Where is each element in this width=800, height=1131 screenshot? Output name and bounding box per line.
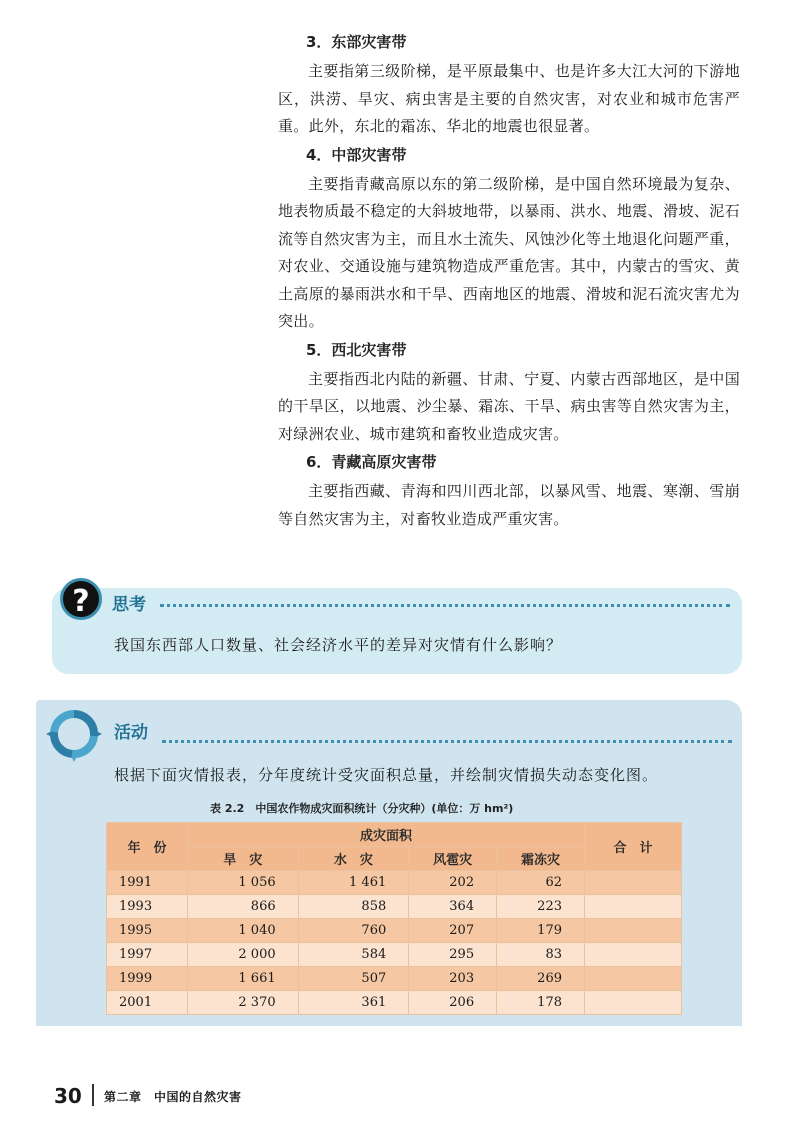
section-paragraph: 主要指青藏高原以东的第二级阶梯，是中国自然环境最为复杂、地表物质最不稳定的大斜坡地带，以暴雨、洪水、地震、滑坡、泥石流等自然灾害为主，而且水土流失、风蚀沙化等土地退化问题严重，对农业、交通设施与建筑物造成严重危害。其中，内蒙古的雪灾、黄土高原的暴雨洪水和干旱、西南地区的地震、滑坡和泥石流灾害尤为突出。 — [278, 174, 740, 330]
header-flood: 水 灾 — [298, 847, 409, 871]
section-heading: 4．中部灾害带 — [306, 145, 407, 164]
section-paragraph: 主要指第三级阶梯，是平原最集中、也是许多大江大河的下游地区，洪涝、旱灾、病虫害是主要的自然灾害，对农业和城市危害严重。此外，东北的霜冻、华北的地震也很显著。 — [278, 62, 740, 135]
section-paragraph: 主要指西北内陆的新疆、甘肃、宁夏、内蒙古西部地区，是中国的干旱区，以地震、沙尘暴、霜冻、干旱、病虫害等自然灾害为主，对绿洲农业、城市建筑和畜牧业造成灾害。 — [278, 369, 740, 443]
cell-year: 1997 — [107, 943, 188, 967]
cell-value: 760 — [298, 919, 409, 943]
section-6 — [278, 452, 740, 533]
cell-year: 1995 — [107, 919, 188, 943]
cell-total — [585, 895, 682, 919]
cell-value: 83 — [497, 943, 585, 967]
activity-title: 活动 — [114, 723, 148, 743]
cell-value: 179 — [497, 919, 585, 943]
cycle-arrows-icon — [46, 706, 102, 762]
disaster-table — [106, 822, 682, 1015]
think-title: 思考 — [112, 595, 146, 615]
table-row — [107, 919, 682, 943]
cell-value: 858 — [298, 895, 409, 919]
cell-value: 2 000 — [188, 943, 299, 967]
cell-value: 1 461 — [298, 871, 409, 895]
cell-value: 1 056 — [188, 871, 299, 895]
cell-total — [585, 871, 682, 895]
header-hail: 风雹灾 — [409, 847, 497, 871]
think-question: 我国东西部人口数量、社会经济水平的差异对灾情有什么影响？ — [114, 636, 563, 654]
cell-value: 866 — [188, 895, 299, 919]
header-total: 合 计 — [585, 823, 682, 871]
think-box — [52, 588, 742, 674]
cell-value: 223 — [497, 895, 585, 919]
table-row — [107, 871, 682, 895]
section-4 — [278, 145, 740, 336]
cell-value: 203 — [409, 967, 497, 991]
dotted-divider — [160, 604, 730, 607]
cell-value: 178 — [497, 991, 585, 1015]
section-heading: 6．青藏高原灾害带 — [306, 453, 437, 471]
footer-divider — [92, 1084, 94, 1106]
header-year: 年 份 — [107, 823, 188, 871]
header-frost: 霜冻灾 — [497, 847, 585, 871]
cell-value: 206 — [409, 991, 497, 1015]
cell-value: 364 — [409, 895, 497, 919]
cell-value: 2 370 — [188, 991, 299, 1015]
section-heading: 5．西北灾害带 — [306, 340, 407, 359]
table-row — [107, 991, 682, 1015]
table-caption: 表 2.2 中国农作物成灾面积统计（分灾种）(单位：万 hm²) — [210, 802, 514, 815]
activity-instruction: 根据下面灾情报表，分年度统计受灾面积总量，并绘制灾情损失动态变化图。 — [114, 766, 659, 784]
header-drought: 旱 灾 — [188, 847, 299, 871]
cell-value: 507 — [298, 967, 409, 991]
cell-value: 1 661 — [188, 967, 299, 991]
cell-value: 295 — [409, 943, 497, 967]
question-mark-icon: ? — [60, 578, 102, 620]
chapter-title: 第二章 中国的自然灾害 — [104, 1090, 242, 1104]
section-paragraph: 主要指西藏、青海和四川西北部，以暴风雪、地震、寒潮、雪崩等自然灾害为主，对畜牧业造成严重灾害。 — [278, 482, 740, 528]
section-heading: 3．东部灾害带 — [306, 33, 407, 51]
cell-year: 1999 — [107, 967, 188, 991]
section-3 — [278, 32, 740, 141]
page-number: 30 — [54, 1084, 82, 1108]
main-text — [278, 32, 740, 537]
cell-value: 584 — [298, 943, 409, 967]
cell-value: 269 — [497, 967, 585, 991]
cell-total — [585, 991, 682, 1015]
section-5 — [278, 340, 740, 449]
cell-value: 361 — [298, 991, 409, 1015]
cell-value: 1 040 — [188, 919, 299, 943]
cell-total — [585, 967, 682, 991]
cell-year: 1991 — [107, 871, 188, 895]
cell-year: 1993 — [107, 895, 188, 919]
dotted-divider — [162, 740, 732, 743]
cell-total — [585, 943, 682, 967]
table-row — [107, 895, 682, 919]
table-row — [107, 943, 682, 967]
table-row — [107, 967, 682, 991]
cell-year: 2001 — [107, 991, 188, 1015]
cell-value: 62 — [497, 871, 585, 895]
cell-total — [585, 919, 682, 943]
cell-value: 202 — [409, 871, 497, 895]
cell-value: 207 — [409, 919, 497, 943]
header-group: 成灾面积 — [188, 823, 585, 847]
